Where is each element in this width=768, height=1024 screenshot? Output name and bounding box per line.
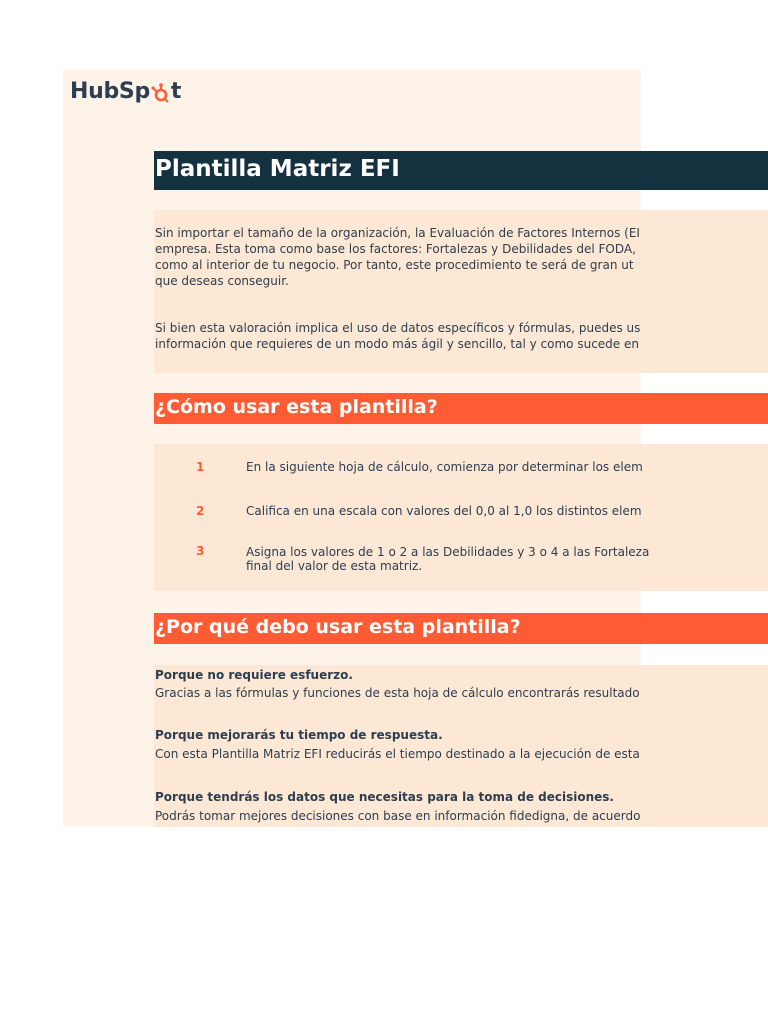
- steps-section: [154, 444, 768, 591]
- reasons-section: [154, 665, 768, 827]
- step-number: 3: [196, 544, 205, 558]
- step-text: En la siguiente hoja de cálculo, comienza por determinar los elem: [246, 460, 643, 474]
- step-text: Califica en una escala con valores del 0,0 al 1,0 los distintos elem: [246, 504, 642, 518]
- why-heading: ¿Por qué debo usar esta plantilla?: [155, 616, 521, 638]
- reason-title: Porque no requiere esfuerzo.: [155, 668, 353, 682]
- step-number: 2: [196, 504, 205, 518]
- reason-body: Podrás tomar mejores decisiones con base en información fidedigna, de acuerdo: [155, 809, 641, 823]
- logo-text-prefix: HubSp: [70, 79, 150, 104]
- intro-section: [154, 210, 768, 373]
- page-title: Plantilla Matriz EFI: [155, 156, 400, 182]
- intro-paragraph-2: Si bien esta valoración implica el uso de datos específicos y fórmulas, puedes us información que requieres de un modo más ágil y sencillo, tal y como sucede en: [155, 321, 641, 351]
- reason-title: Porque mejorarás tu tiempo de respuesta.: [155, 728, 443, 742]
- step-text: Asigna los valores de 1 o 2 a las Debilidades y 3 o 4 a las Fortaleza final del valor de esta matriz.: [246, 545, 650, 573]
- hubspot-logo: [70, 79, 181, 104]
- sprocket-icon: [151, 83, 171, 103]
- page-title-bar: [154, 151, 768, 190]
- how-to-heading: ¿Cómo usar esta plantilla?: [155, 396, 438, 418]
- why-heading-bar: [154, 613, 768, 644]
- reason-title: Porque tendrás los datos que necesitas para la toma de decisiones.: [155, 790, 614, 804]
- reason-body: Con esta Plantilla Matriz EFI reducirás el tiempo destinado a la ejecución de esta: [155, 747, 640, 761]
- step-number: 1: [196, 460, 205, 474]
- intro-paragraph-1: Sin importar el tamaño de la organización, la Evaluación de Factores Internos (EI empresa. Esta toma como base los factores: Fortalezas y Debilidades del FODA, como al interior de tu negocio. Por tanto, este procedimiento te será de gran ut que deseas conseguir.: [155, 226, 640, 288]
- logo-text-suffix: t: [170, 79, 182, 104]
- reason-body: Gracias a las fórmulas y funciones de esta hoja de cálculo encontrarás resultado: [155, 686, 640, 700]
- how-to-heading-bar: [154, 393, 768, 424]
